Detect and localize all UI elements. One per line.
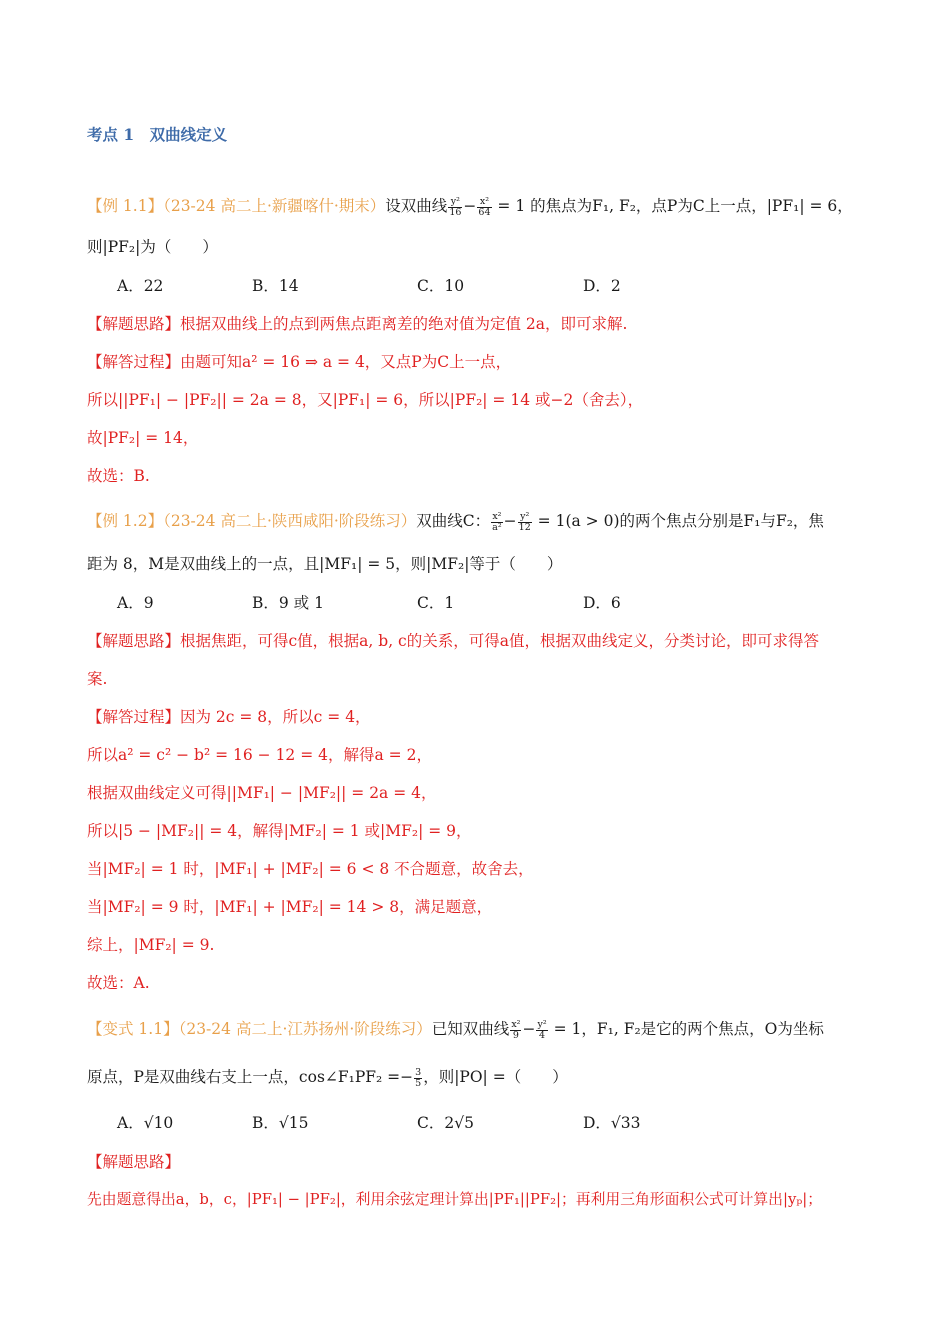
- choice-b: B．14: [252, 277, 299, 295]
- solution-line: 所以|5 − |MF₂|| = 4，解得|MF₂| = 1 或|MF₂| = 9，: [87, 822, 472, 840]
- question-text: 设双曲线: [385, 197, 448, 215]
- choice-b: B．√15: [252, 1114, 309, 1132]
- section-heading: 考点 1 双曲线定义: [87, 125, 228, 144]
- solution-line: 综上，|MF₂| = 9.: [87, 936, 215, 954]
- fraction: $\frac{3}{5}$: [415, 1066, 422, 1089]
- solution-line: 【解答过程】因为 2c = 8，所以c = 4，: [87, 708, 371, 726]
- example-1-2-question: 【例 1.2】（23-24 高二上·陕西咸阳·阶段练习）双曲线C： $\frac{\text{x²}}{\text{a²}}$ − $\frac{\text{y²}}{12}$ = 1(a > 0)的两个焦点分别是F₁与F₂，焦: [87, 510, 824, 533]
- choice-d: D．2: [583, 277, 621, 295]
- question-text: = 1 的焦点为F₁, F₂，点P为C上一点，|PF₁| = 6，: [492, 197, 853, 215]
- solution-idea: 先由题意得出a，b，c，|PF₁| − |PF₂|，利用余弦定理计算出|PF₁||PF₂|；再利用三角形面积公式可计算出|yₚ|；: [87, 1191, 823, 1208]
- question-text: = 1(a > 0)的两个焦点分别是F₁与F₂，焦: [532, 512, 824, 530]
- solution-idea: 【解题思路】根据双曲线上的点到两焦点距离差的绝对值为定值 2a，即可求解.: [87, 315, 628, 333]
- choice-c: C．10: [417, 277, 465, 295]
- fraction: $\frac{\text{y²}}{16}$: [449, 195, 462, 218]
- fraction: $\frac{\text{y²}}{12}$: [518, 510, 531, 533]
- answer-line: 故选：A.: [87, 974, 150, 992]
- question-text: = 1，F₁, F₂是它的两个焦点，O为坐标: [548, 1020, 824, 1038]
- choice-c: C．2√5: [417, 1114, 474, 1132]
- question-text: ，则|PO| =（ ）: [423, 1068, 568, 1086]
- solution-line: 当|MF₂| = 9 时，|MF₁| + |MF₂| = 14 > 8，满足题意，: [87, 898, 493, 916]
- example-1-1-question: 【例 1.1】（23-24 高二上·新疆喀什·期末）设双曲线 $\frac{\text{y²}}{16}$ − $\frac{\text{x²}}{64}$ = 1 的焦点为F₁, F₂，点P为C上一点，|PF₁| = 6，: [87, 195, 853, 218]
- question-text: [87, 1066, 870, 1089]
- choice-c: C．1: [417, 594, 455, 612]
- fraction: $\frac{\text{x²}}{\text{a²}}$: [492, 510, 502, 533]
- fraction: $\frac{\text{x²}}{9}$: [511, 1018, 521, 1041]
- choice-d: D．6: [583, 594, 621, 612]
- solution-idea-title: 【解题思路】: [87, 1153, 181, 1171]
- solution-line: 【解答过程】由题可知a² = 16 ⇒ a = 4，又点P为C上一点，: [87, 353, 512, 371]
- choice-a: A．9: [117, 594, 154, 612]
- choice-b: B．9 或 1: [252, 594, 324, 612]
- source-label: （23-24 高二上·新疆喀什·期末）: [163, 197, 386, 215]
- example-tag: 【例 1.1】: [87, 197, 164, 215]
- choice-a: A．22: [117, 277, 164, 295]
- solution-line: 当|MF₂| = 1 时，|MF₁| + |MF₂| = 6 < 8 不合题意，故舍去，: [87, 860, 534, 878]
- question-text: 双曲线C：: [416, 512, 491, 530]
- solution-line: 根据双曲线定义可得||MF₁| − |MF₂|| = 2a = 4，: [87, 784, 437, 802]
- fraction: $\frac{\text{y²}}{4}$: [537, 1018, 547, 1041]
- choice-a: A．√10: [117, 1114, 174, 1132]
- answer-line: 故选：B.: [87, 467, 150, 485]
- example-tag: 【变式 1.1】: [87, 1020, 179, 1038]
- question-text: 已知双曲线: [431, 1020, 510, 1038]
- question-text: 原点，P是双曲线右支上一点，cos∠F₁PF₂ =−: [87, 1068, 414, 1086]
- solution-line: 故|PF₂| = 14，: [87, 429, 199, 447]
- example-tag: 【例 1.2】: [87, 512, 164, 530]
- solution-idea: 【解题思路】根据焦距，可得c值，根据a, b, c的关系，可得a值，根据双曲线定义，分类讨论，即可求得答: [87, 632, 819, 650]
- solution-line: 所以a² = c² − b² = 16 − 12 = 4，解得a = 2，: [87, 746, 432, 764]
- solution-line: 所以||PF₁| − |PF₂|| = 2a = 8，又|PF₁| = 6，所以|PF₂| = 14 或−2（舍去），: [87, 391, 644, 409]
- source-label: （23-24 高二上·陕西咸阳·阶段练习）: [163, 512, 417, 530]
- question-text: 距为 8，M是双曲线上的一点，且|MF₁| = 5，则|MF₂|等于（ ）: [87, 555, 563, 573]
- solution-idea: 案.: [87, 670, 108, 688]
- choice-d: D．√33: [583, 1114, 641, 1132]
- variant-1-1-question: 【变式 1.1】（23-24 高二上·江苏扬州·阶段练习）已知双曲线 $\frac{\text{x²}}{9}$ − $\frac{\text{y²}}{4}$ = 1，F₁, F₂是它的两个焦点，O为坐标: [87, 1018, 824, 1041]
- question-text: 则|PF₂|为（ ）: [87, 238, 218, 256]
- source-label: （23-24 高二上·江苏扬州·阶段练习）: [178, 1020, 432, 1038]
- fraction: $\frac{\text{x²}}{64}$: [478, 195, 491, 218]
